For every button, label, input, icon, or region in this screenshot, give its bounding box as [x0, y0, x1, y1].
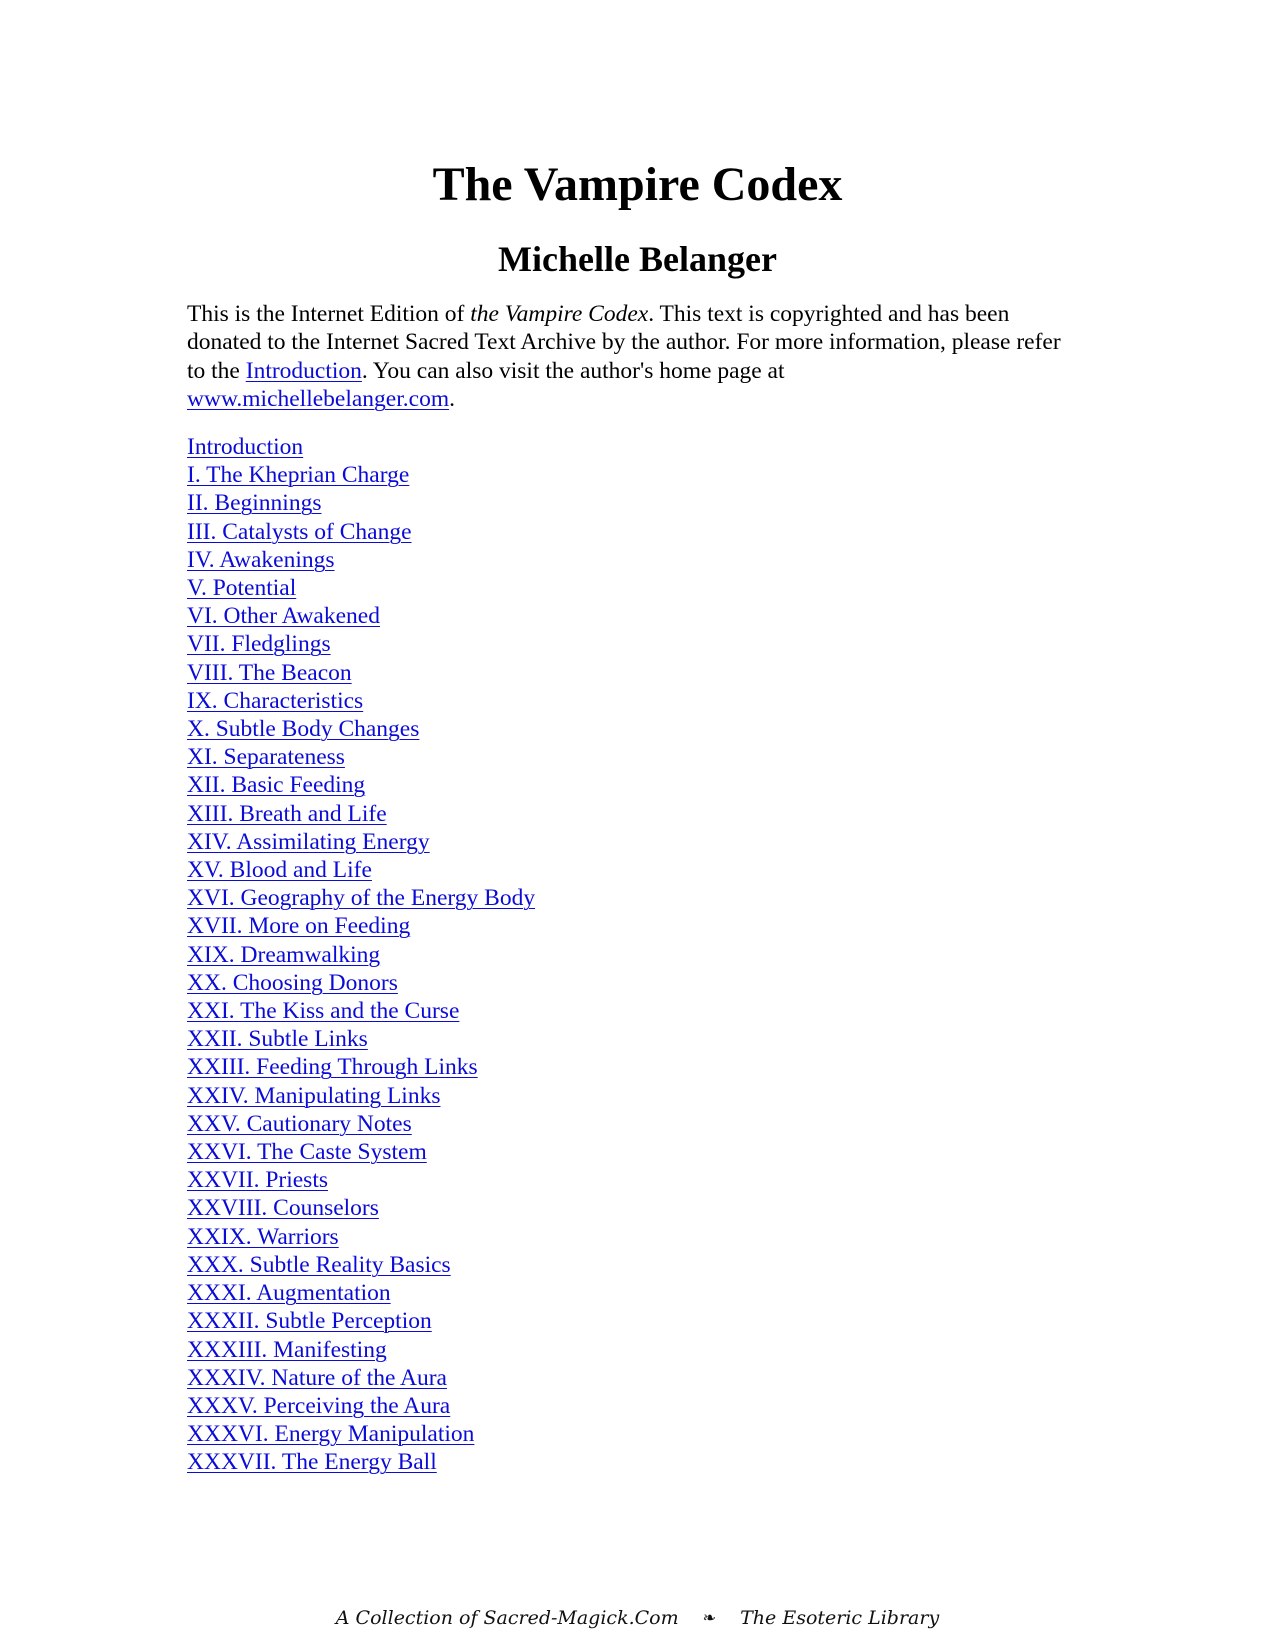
footer-right-text: The Esoteric Library — [740, 1607, 940, 1629]
intro-paragraph — [187, 300, 1067, 414]
toc-link-chapter-35[interactable]: XXXV. Perceiving the Aura — [187, 1392, 451, 1419]
toc-link-chapter-10[interactable]: X. Subtle Body Changes — [187, 716, 420, 743]
toc-link-chapter-32[interactable]: XXXII. Subtle Perception — [187, 1308, 432, 1335]
toc-item — [187, 715, 535, 743]
toc-item — [187, 1053, 535, 1081]
toc-item — [187, 884, 535, 912]
toc-link-chapter-36[interactable]: XXXVI. Energy Manipulation — [187, 1421, 475, 1448]
toc-item — [187, 687, 535, 715]
toc-item — [187, 433, 535, 461]
toc-link-chapter-9[interactable]: IX. Characteristics — [187, 687, 364, 714]
toc-item — [187, 1307, 535, 1335]
intro-text-3: . You can also visit the author's home page at — [361, 357, 785, 384]
toc-item — [187, 546, 535, 574]
footer-left-text: A Collection of Sacred-Magick.Com — [335, 1607, 679, 1629]
toc-link-chapter-27[interactable]: XXVII. Priests — [187, 1167, 328, 1194]
toc-link-chapter-29[interactable]: XXIX. Warriors — [187, 1223, 339, 1250]
toc-item — [187, 1025, 535, 1053]
toc-link-chapter-8[interactable]: VIII. The Beacon — [187, 659, 352, 686]
intro-italic-title: the Vampire Codex — [470, 301, 649, 327]
toc-link-chapter-22[interactable]: XXII. Subtle Links — [187, 1026, 368, 1053]
toc-link-chapter-30[interactable]: XXX. Subtle Reality Basics — [187, 1251, 451, 1278]
toc-link-chapter-17[interactable]: XVII. More on Feeding — [187, 913, 411, 940]
toc-item — [187, 1420, 535, 1448]
toc-link-chapter-3[interactable]: III. Catalysts of Change — [187, 518, 412, 545]
toc-item — [187, 1166, 535, 1194]
page-footer — [0, 1606, 1275, 1630]
intro-text-2: . This text is copyrighted and has been donated to the Internet Sacred Text Archive by the author. For more information, please refer to the — [187, 301, 1061, 384]
toc-item — [187, 969, 535, 997]
toc-link-chapter-6[interactable]: VI. Other Awakened — [187, 603, 380, 630]
toc-link-chapter-5[interactable]: V. Potential — [187, 575, 297, 602]
toc-link-introduction[interactable]: Introduction — [187, 434, 304, 460]
toc-item — [187, 461, 535, 489]
toc-item — [187, 1336, 535, 1364]
toc-link-chapter-12[interactable]: XII. Basic Feeding — [187, 772, 366, 799]
toc-item — [187, 1082, 535, 1110]
introduction-link[interactable]: Introduction — [245, 357, 362, 384]
toc-link-chapter-23[interactable]: XXIII. Feeding Through Links — [187, 1054, 478, 1081]
toc-link-chapter-7[interactable]: VII. Fledglings — [187, 631, 331, 658]
toc-item — [187, 1364, 535, 1392]
toc-link-chapter-14[interactable]: XIV. Assimilating Energy — [187, 828, 430, 855]
toc-item — [187, 941, 535, 969]
toc-item — [187, 1194, 535, 1222]
toc-item — [187, 1448, 535, 1476]
toc-link-chapter-26[interactable]: XXVI. The Caste System — [187, 1139, 427, 1166]
toc-item — [187, 912, 535, 940]
toc-item — [187, 771, 535, 799]
toc-link-chapter-25[interactable]: XXV. Cautionary Notes — [187, 1110, 412, 1137]
toc-item — [187, 518, 535, 546]
toc-item — [187, 574, 535, 602]
toc-link-chapter-33[interactable]: XXXIII. Manifesting — [187, 1336, 387, 1363]
toc-link-chapter-31[interactable]: XXXI. Augmentation — [187, 1280, 391, 1307]
document-title: The Vampire Codex — [432, 158, 843, 211]
toc-item — [187, 602, 535, 630]
toc-item — [187, 743, 535, 771]
toc-item — [187, 659, 535, 687]
toc-link-chapter-28[interactable]: XXVIII. Counselors — [187, 1195, 379, 1222]
toc-link-chapter-34[interactable]: XXXIV. Nature of the Aura — [187, 1364, 447, 1391]
toc-link-chapter-4[interactable]: IV. Awakenings — [187, 546, 335, 573]
intro-text-1: This is the Internet Edition of — [187, 301, 471, 327]
toc-link-chapter-24[interactable]: XXIV. Manipulating Links — [187, 1082, 441, 1109]
toc-item — [187, 800, 535, 828]
toc-item — [187, 1223, 535, 1251]
toc-item — [187, 856, 535, 884]
intro-text-4: . — [449, 386, 455, 413]
toc-item — [187, 1138, 535, 1166]
table-of-contents — [187, 433, 535, 1477]
toc-link-chapter-11[interactable]: XI. Separateness — [187, 744, 345, 771]
toc-link-chapter-2[interactable]: II. Beginnings — [187, 490, 322, 517]
fleuron-icon: ❧ — [702, 1608, 717, 1627]
toc-item — [187, 828, 535, 856]
toc-link-chapter-37[interactable]: XXXVII. The Energy Ball — [187, 1449, 437, 1476]
toc-item — [187, 489, 535, 517]
toc-item — [187, 1392, 535, 1420]
toc-link-chapter-1[interactable]: I. The Kheprian Charge — [187, 462, 410, 489]
toc-link-chapter-20[interactable]: XX. Choosing Donors — [187, 969, 398, 996]
toc-item — [187, 1110, 535, 1138]
toc-item — [187, 630, 535, 658]
toc-link-chapter-19[interactable]: XIX. Dreamwalking — [187, 941, 381, 968]
toc-link-chapter-13[interactable]: XIII. Breath and Life — [187, 800, 387, 827]
toc-link-chapter-21[interactable]: XXI. The Kiss and the Curse — [187, 998, 460, 1025]
toc-link-chapter-15[interactable]: XV. Blood and Life — [187, 857, 372, 884]
homepage-link[interactable]: www.michellebelanger.com — [187, 386, 450, 413]
toc-link-chapter-16[interactable]: XVI. Geography of the Energy Body — [187, 885, 536, 912]
document-author: Michelle Belanger — [498, 239, 777, 279]
toc-item — [187, 997, 535, 1025]
toc-item — [187, 1279, 535, 1307]
toc-item — [187, 1251, 535, 1279]
